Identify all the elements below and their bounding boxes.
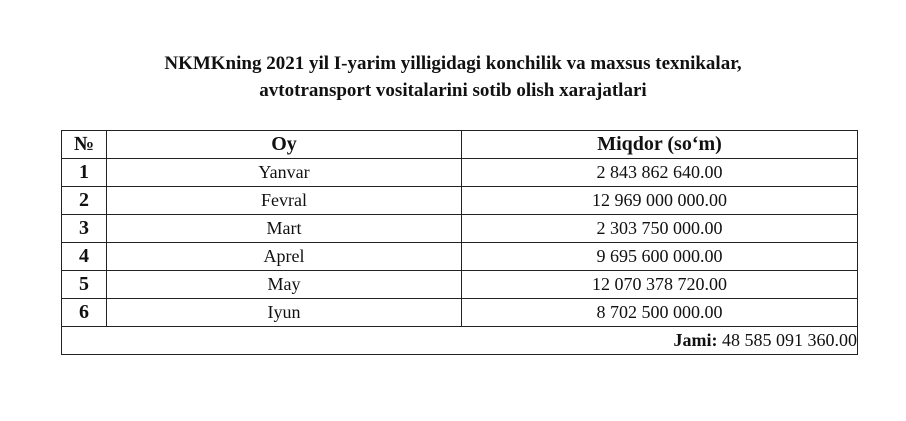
- table-row: [62, 187, 858, 215]
- table-row: [62, 243, 858, 271]
- row-number: 2: [62, 187, 107, 215]
- row-month: Iyun: [107, 299, 462, 327]
- table-row: [62, 299, 858, 327]
- expenses-table: [61, 130, 858, 355]
- header-number: №: [62, 131, 107, 159]
- total-cell: [62, 327, 858, 355]
- row-amount: 8 702 500 000.00: [462, 299, 858, 327]
- row-amount: 9 695 600 000.00: [462, 243, 858, 271]
- row-month: May: [107, 271, 462, 299]
- table-header-row: [62, 131, 858, 159]
- row-month: Yanvar: [107, 159, 462, 187]
- row-number: 3: [62, 215, 107, 243]
- table-row: [62, 215, 858, 243]
- document-title: [0, 50, 906, 104]
- table-row: [62, 159, 858, 187]
- total-value: 48 585 091 360.00: [722, 330, 857, 350]
- row-month: Fevral: [107, 187, 462, 215]
- row-number: 5: [62, 271, 107, 299]
- row-amount: 12 070 378 720.00: [462, 271, 858, 299]
- table-row: [62, 271, 858, 299]
- title-line-2: avtotransport vositalarini sotib olish xarajatlari: [259, 80, 647, 101]
- header-month: Oy: [107, 131, 462, 159]
- row-month: Mart: [107, 215, 462, 243]
- row-month: Aprel: [107, 243, 462, 271]
- row-amount: 12 969 000 000.00: [462, 187, 858, 215]
- row-amount: 2 843 862 640.00: [462, 159, 858, 187]
- row-amount: 2 303 750 000.00: [462, 215, 858, 243]
- total-label: Jami:: [673, 330, 718, 350]
- header-amount: Miqdor (so‘m): [462, 131, 858, 159]
- row-number: 1: [62, 159, 107, 187]
- row-number: 6: [62, 299, 107, 327]
- title-line-1: NKMKning 2021 yil I-yarim yilligidagi konchilik va maxsus texnikalar,: [164, 53, 742, 74]
- total-row: [62, 327, 858, 355]
- row-number: 4: [62, 243, 107, 271]
